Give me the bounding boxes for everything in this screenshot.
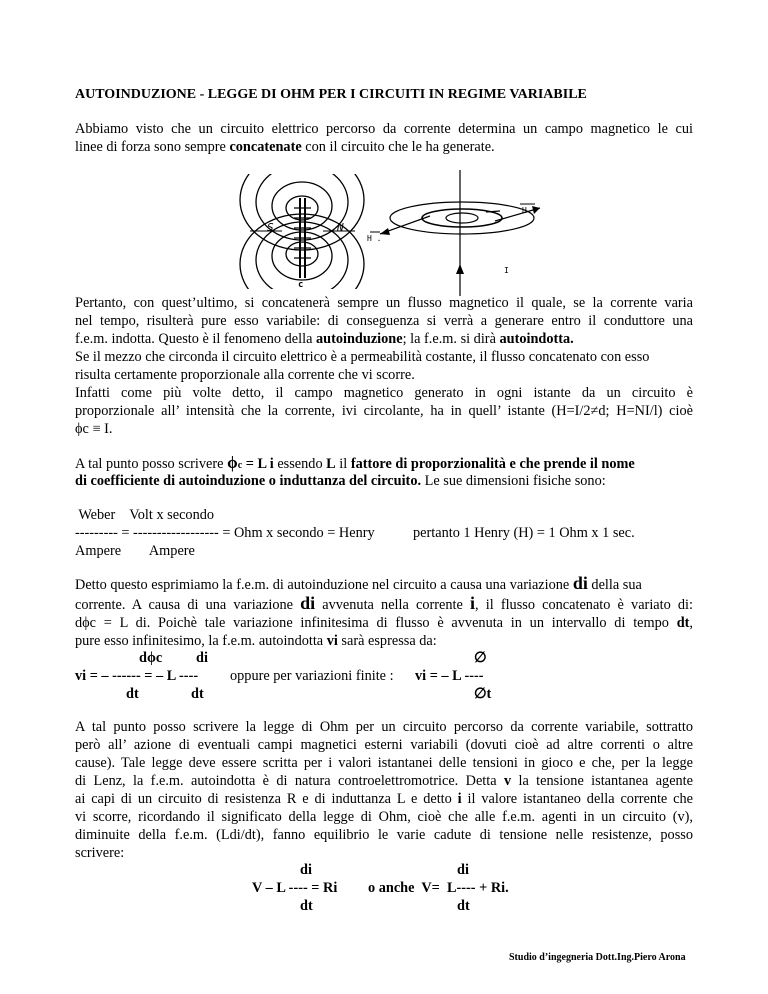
para2-text-c: ; la f.e.m. si dirà <box>402 331 500 347</box>
para4-bold-4b: vi <box>326 633 338 649</box>
para4-text-2c: avvenuta nella corrente <box>315 597 470 613</box>
para4-text-4a: pure esso infinitesimo, la f.e.m. autoindotta <box>75 633 327 649</box>
para3-bold-d: = L i <box>242 456 274 472</box>
phi-symbol: ϕ <box>227 453 238 472</box>
para4-text-3a: dϕc = L di. Poichè tale variazione infinitesima di flusso è avvenuta in un intervallo di tempo <box>75 615 677 631</box>
magnetic-field-figure <box>0 168 768 298</box>
para4-text-1a: Detto questo esprimiamo la f.e.m. di autoinduzione nel circuito a causa una variazione <box>75 577 573 593</box>
para4-bold-2d: i <box>469 593 475 613</box>
para2-line-2: nel tempo, risulterà pure esso variabile: di conseguenza si verrà a generare entro il conduttore una <box>75 313 693 329</box>
para4-text-2e: , il flusso concatenato è variato di: <box>475 597 693 613</box>
label-c: c <box>298 280 304 290</box>
para2-line-1: Pertanto, con quest’ultimo, si concatenerà sempre un flusso magnetico il quale, se la corrente varia <box>75 295 693 311</box>
eq1-rhs: vi = – L ---- <box>415 668 484 684</box>
label-i: I <box>504 266 509 275</box>
para4-line-4 <box>75 632 437 650</box>
eq2-num-1: di <box>300 862 312 878</box>
para2-line-7: proporzionale all’ intensità che la corrente, ivi circolante, ha in quell’ istante (H=I/2≠d; H=NI/l) cioè <box>75 403 693 419</box>
para4-text-3c: , <box>689 615 693 631</box>
para5-bold-5b: i <box>457 791 462 807</box>
para4-text-2a: corrente. A causa di una variazione <box>75 597 301 613</box>
eq2-num-2: di <box>457 862 469 878</box>
intro-line-1: Abbiamo visto che un circuito elettrico percorso da corrente determina un campo magnetico le cui <box>75 121 693 137</box>
para5-text-5a: ai capi di un circuito di resistenza R e di induttanza L e detto <box>75 791 458 807</box>
eq1-den-2: dt <box>191 686 204 702</box>
para5-line-3: cause). Tale legge deve essere scritta per i valori istantanei delle tensioni in gioco e che, per la legge <box>75 755 693 771</box>
para2-line-6: Infatti come più volte detto, il campo magnetico generato in ogni istante da un circuito è <box>75 385 693 401</box>
eq2-lhs: V – L ---- = Ri <box>252 880 338 896</box>
intro-line-2 <box>75 138 495 156</box>
para2-bold-b: autoinduzione <box>316 331 403 347</box>
eq1-num-3: ∅ <box>474 650 487 666</box>
para4-text-4c: sarà espressa da: <box>337 633 437 649</box>
para5-line-4 <box>75 772 693 790</box>
para5-line-2: però all’ azione di eventuali campi magnetici esterni variabili (dovuti cioè ad altre correnti o altre <box>75 737 693 753</box>
para4-line-3 <box>75 614 693 632</box>
para3-text-a: A tal punto posso scrivere <box>75 456 228 472</box>
para4-line-1 <box>75 574 642 594</box>
para5-text-4a: di Lenz, la f.e.m. autoindotta è di natura controelettromotrice. Detta <box>75 773 504 789</box>
eq1-num-1: dϕc <box>139 650 163 666</box>
para3-line-2 <box>75 472 606 490</box>
eq1-lhs: vi = – ------ = – L ---- <box>75 668 199 684</box>
solenoid-figure <box>240 168 364 298</box>
intro-bold: concatenate <box>229 139 302 155</box>
eq1-den-1: dt <box>126 686 139 702</box>
para5-line-8: scrivere: <box>75 845 125 861</box>
para2-line-3 <box>75 330 574 348</box>
page-title: AUTOINDUZIONE - LEGGE DI OHM PER I CIRCUITI IN REGIME VARIABILE <box>75 87 587 102</box>
para5-text-4c: la tensione istantanea agente <box>511 773 693 789</box>
para5-line-7: diminuite della f.e.m. (Ldi/dt), fanno equilibrio le varie cadute di tensione nelle resistenze, posso <box>75 827 693 843</box>
eq1-den-3: ∅t <box>474 686 492 702</box>
para4-bold-2b: di <box>300 593 316 613</box>
intro-text-end: con il circuito che le ha generate. <box>301 139 495 155</box>
para3-bold-f: L <box>326 456 336 472</box>
units-line-2b: pertanto 1 Henry (H) = 1 Ohm x 1 sec. <box>413 525 635 541</box>
intro-text: linee di forza sono sempre <box>75 139 230 155</box>
para5-bold-4b: v <box>503 773 512 789</box>
para2-line-5: risulta certamente proporzionale alla corrente che vi scorre. <box>75 367 415 383</box>
conductor-figure <box>370 170 540 296</box>
eq2-den-1: dt <box>300 898 313 914</box>
units-line-3: Ampere Ampere <box>75 543 195 559</box>
para5-line-6: vi scorre, ricordando il significato della legge di Ohm, cioè che alle f.e.m. agenti in un circuito (v), <box>75 809 693 825</box>
para2-bold-d: autoindotta. <box>499 331 574 347</box>
units-line-2: --------- = ------------------ = Ohm x secondo = Henry <box>75 525 375 541</box>
para5-line-1: A tal punto posso scrivere la legge di Ohm per un circuito percorso da corrente variabile, sottratto <box>75 719 693 735</box>
para2-line-8: ϕc ≡ I. <box>75 421 113 437</box>
para4-bold-3b: dt <box>676 615 690 631</box>
para4-text-1c: della sua <box>587 577 642 593</box>
para2-line-4: Se il mezzo che circonda il circuito elettrico è a permeabilità costante, il flusso concatenato con esso <box>75 349 650 365</box>
para3-bold-2a: di coefficiente di autoinduzione o induttanza del circuito. <box>75 473 422 489</box>
label-h: H <box>522 206 527 215</box>
para2-text-a: f.e.m. indotta. Questo è il fenomeno della <box>75 331 316 347</box>
para5-line-5 <box>75 790 693 808</box>
para4-line-2 <box>75 594 693 614</box>
eq2-rhs: o anche V= L---- + Ri. <box>368 880 509 896</box>
para3-text-e: essendo <box>273 456 327 472</box>
para3-text-2b: Le sue dimensioni fisiche sono: <box>421 473 606 489</box>
para4-bold-1b: di <box>572 573 588 593</box>
para3-text-g: il <box>335 456 351 472</box>
label-h-dot: H . <box>367 234 382 243</box>
eq1-mid: oppure per variazioni finite : <box>230 668 394 684</box>
label-n: N <box>337 221 344 234</box>
para5-text-5c: il valore istantaneo della corrente che <box>461 791 694 807</box>
phi-subscript: c <box>237 460 243 471</box>
para3-bold-h: fattore di proporzionalità e che prende il nome <box>350 456 635 472</box>
label-s: S <box>267 221 274 234</box>
units-line-1: Weber Volt x secondo <box>75 507 215 523</box>
page-footer: Studio d’ingegneria Dott.Ing.Piero Arona <box>509 952 686 963</box>
eq1-num-2: di <box>196 650 208 666</box>
eq2-den-2: dt <box>457 898 470 914</box>
